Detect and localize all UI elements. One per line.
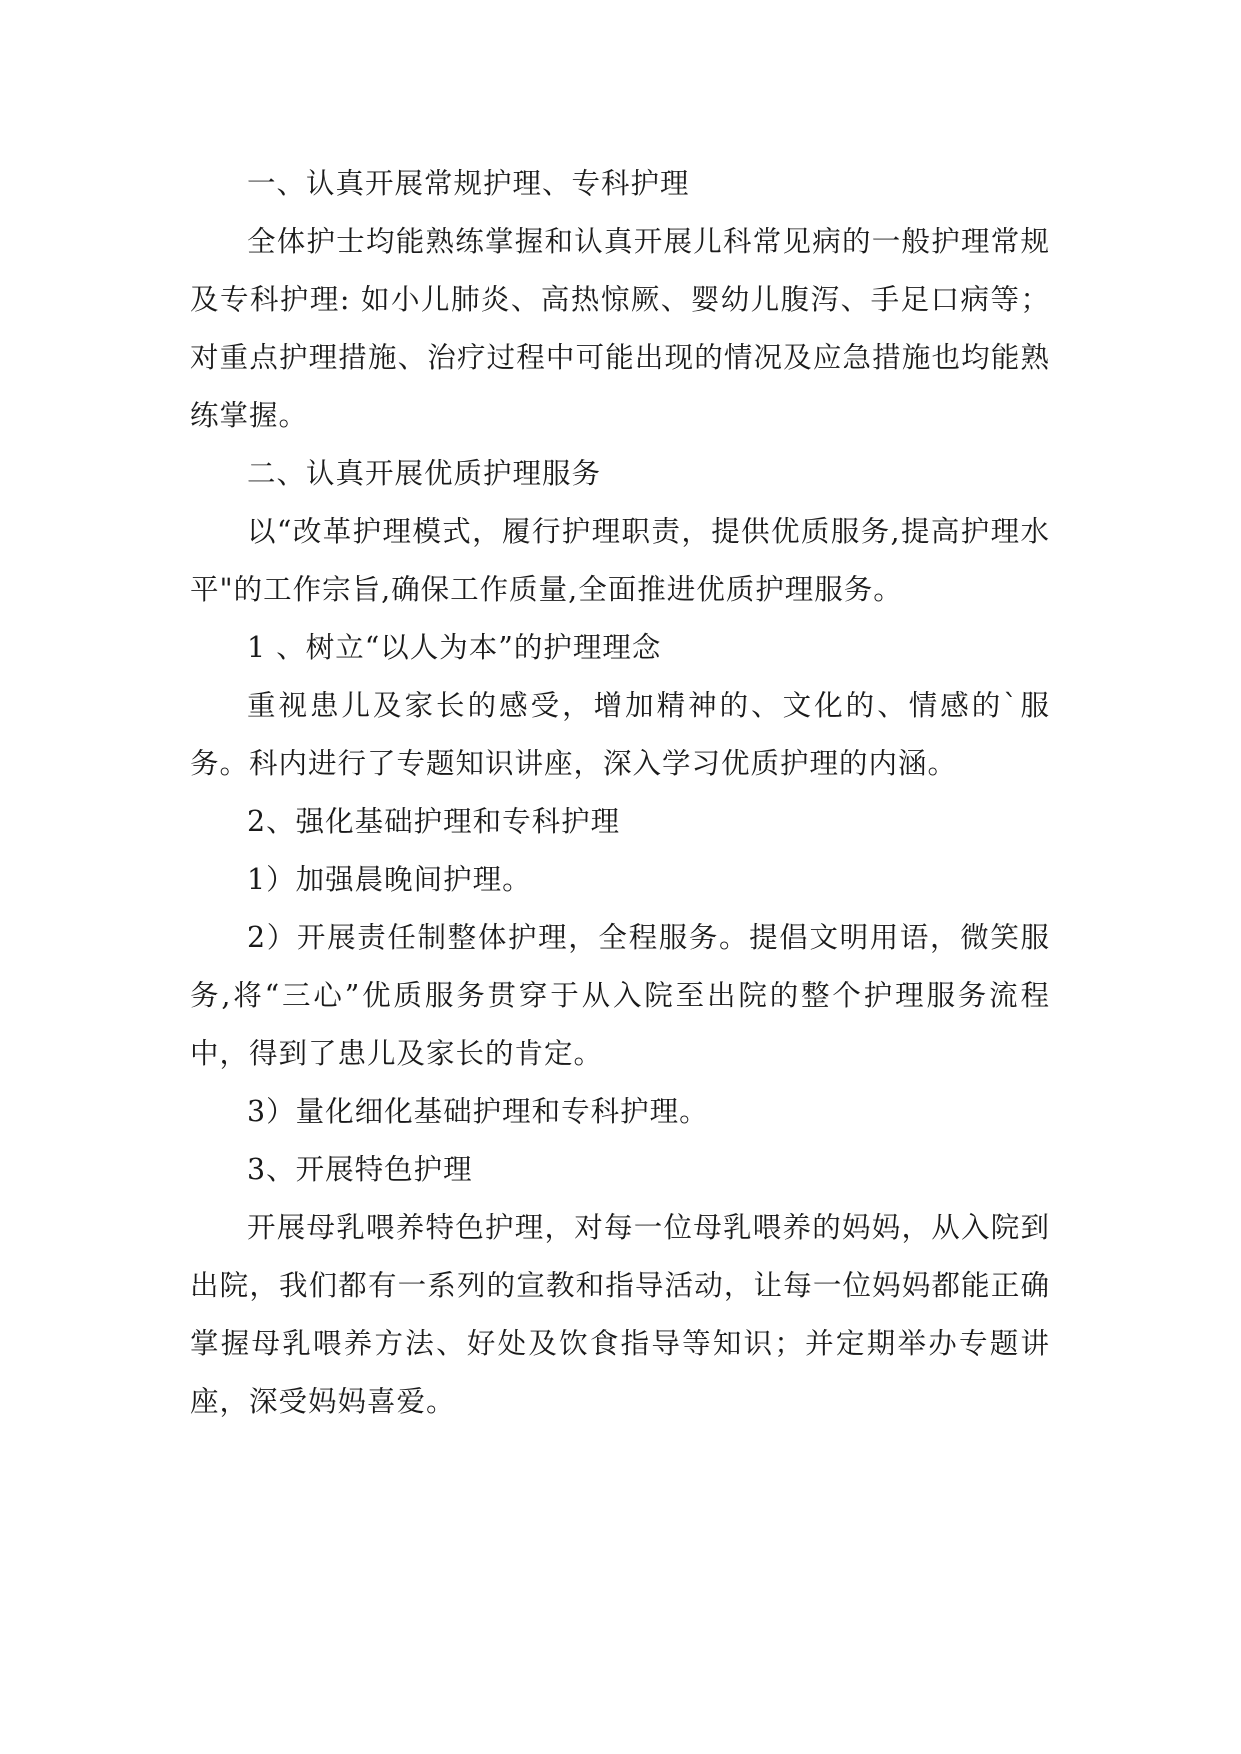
item-1-heading: 1 、树立“以人为本”的护理理念 bbox=[247, 631, 662, 664]
item-3-heading: 3、开展特色护理 bbox=[247, 1153, 473, 1186]
document-body bbox=[190, 155, 1050, 1431]
section-2-paragraph: 以“改革护理模式，履行护理职责，提供优质服务,提高护理水平"的工作宗旨,确保工作质量,全面推进优质护理服务。 bbox=[190, 515, 1050, 606]
item-1-paragraph: 重视患儿及家长的感受，增加精神的、文化的、情感的`服务。科内进行了专题知识讲座，深入学习优质护理的内涵。 bbox=[190, 689, 1050, 780]
section-1-paragraph: 全体护士均能熟练掌握和认真开展儿科常见病的一般护理常规及专科护理: 如小儿肺炎、高热惊厥、婴幼儿腹泻、手足口病等；对重点护理措施、治疗过程中可能出现的情况及应急措施也均能熟练掌握。 bbox=[190, 225, 1050, 432]
item-2-sub-1: 1）加强晨晚间护理。 bbox=[247, 863, 532, 896]
item-2-heading: 2、强化基础护理和专科护理 bbox=[247, 805, 621, 838]
item-3-paragraph: 开展母乳喂养特色护理，对每一位母乳喂养的妈妈，从入院到出院，我们都有一系列的宣教和指导活动，让每一位妈妈都能正确掌握母乳喂养方法、好处及饮食指导等知识；并定期举办专题讲座，深受妈妈喜爱。 bbox=[190, 1211, 1050, 1418]
item-2-sub-2: 2）开展责任制整体护理，全程服务。提倡文明用语，微笑服务,将“三心”优质服务贯穿于从入院至出院的整个护理服务流程中，得到了患儿及家长的肯定。 bbox=[190, 921, 1050, 1070]
item-2-sub-3: 3）量化细化基础护理和专科护理。 bbox=[247, 1095, 709, 1128]
section-1-heading: 一、认真开展常规护理、专科护理 bbox=[247, 167, 690, 200]
section-2-heading: 二、认真开展优质护理服务 bbox=[247, 457, 602, 490]
